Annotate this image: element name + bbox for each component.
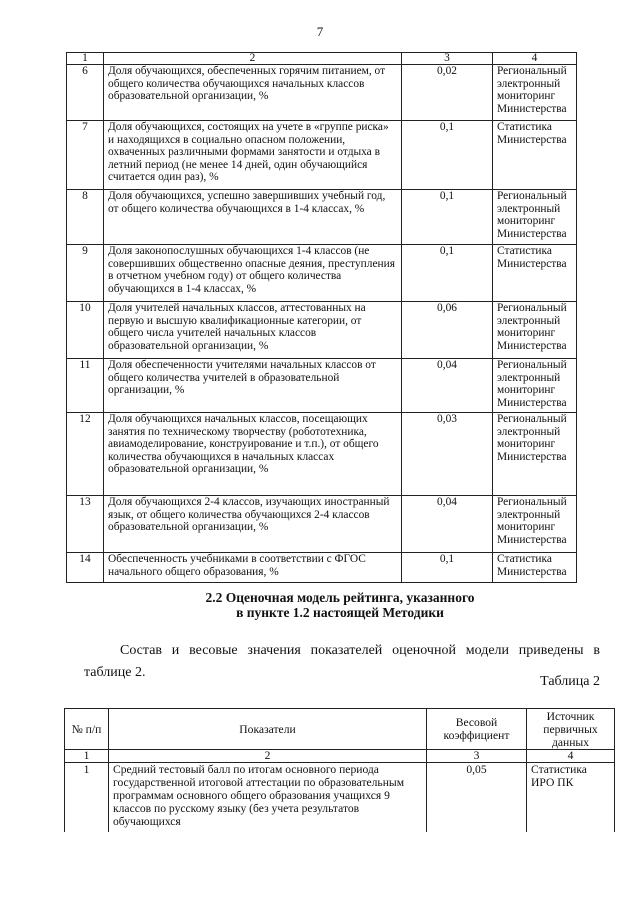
row-source: Региональный электронный мониторинг Министерства xyxy=(493,413,577,496)
table-row xyxy=(65,763,615,835)
intro-paragraph: Состав и весовые значения показателей оценочной модели приведены в таблице 2. xyxy=(84,643,600,680)
row-number: 11 xyxy=(67,359,104,413)
table-header-numbers xyxy=(67,53,577,65)
row-source: Статистика Министерства xyxy=(493,121,577,190)
header-source: Источник первичных данных xyxy=(527,709,615,750)
row-source: Региональный электронный мониторинг Министерства xyxy=(493,190,577,245)
column-number-3: 3 xyxy=(427,750,527,763)
row-source: Статистика Министерства xyxy=(493,553,577,583)
table-row xyxy=(67,65,577,121)
header-indicator: Показатели xyxy=(109,709,427,750)
page-number: 7 xyxy=(316,24,324,39)
table-row xyxy=(67,359,577,413)
column-number-4: 4 xyxy=(527,750,615,763)
row-source: Региональный электронный мониторинг Министерства xyxy=(493,496,577,553)
row-indicator: Доля обучающихся начальных классов, посещающих занятия по техническому творчеству (робототехника, авиамоделирование, конструирование и т.п.), от общего количества обучающихся в начальных классах образовательной организации, % xyxy=(104,413,402,496)
section-heading xyxy=(0,590,640,620)
table-header-numbers xyxy=(65,750,615,763)
table-row xyxy=(67,496,577,553)
table-row xyxy=(67,413,577,496)
table-row xyxy=(67,121,577,190)
row-source: Статистика Министерства xyxy=(493,245,577,302)
column-number-2: 2 xyxy=(104,53,402,65)
header-weight: Весовой коэффициент xyxy=(427,709,527,750)
row-indicator: Средний тестовый балл по итогам основного периода государственной итоговой аттестации по образовательным программам основного общего образования учащихся 9 классов по русскому языку (без учета результатов обучающихся xyxy=(109,763,427,835)
row-weight: 0,04 xyxy=(402,496,493,553)
row-number: 7 xyxy=(67,121,104,190)
row-number: 8 xyxy=(67,190,104,245)
row-weight: 0,05 xyxy=(427,763,527,835)
row-weight: 0,06 xyxy=(402,302,493,359)
header-number: № п/п xyxy=(65,709,109,750)
row-weight: 0,1 xyxy=(402,245,493,302)
row-indicator: Доля обеспеченности учителями начальных классов от общего количества учителей в образовательной организации, % xyxy=(104,359,402,413)
table-header xyxy=(65,709,615,750)
table-label: Таблица 2 xyxy=(540,674,600,689)
row-number: 6 xyxy=(67,65,104,121)
row-indicator: Доля обучающихся, обеспеченных горячим питанием, от общего количества обучающихся начальных классов образовательной организации, % xyxy=(104,65,402,121)
row-weight: 0,1 xyxy=(402,190,493,245)
row-indicator: Доля обучающихся, состоящих на учете в «группе риска» и находящихся в социально опасном положении, охваченных различными формами занятости и отдыха в летний период (не менее 14 дней, один обучающийся считается один раз), % xyxy=(104,121,402,190)
section-heading-line-1: 2.2 Оценочная модель рейтинга, указанного xyxy=(205,590,475,605)
row-indicator: Доля законопослушных обучающихся 1-4 классов (не совершивших общественно опасные деяния, преступления в отчетном учебном году) от общего количества обучающихся в 1-4 классах, % xyxy=(104,245,402,302)
table-row xyxy=(67,190,577,245)
table-row xyxy=(67,245,577,302)
row-number: 13 xyxy=(67,496,104,553)
row-weight: 0,1 xyxy=(402,553,493,583)
row-number: 1 xyxy=(65,763,109,835)
row-number: 10 xyxy=(67,302,104,359)
row-indicator: Обеспеченность учебниками в соответствии с ФГОС начального общего образования, % xyxy=(104,553,402,583)
row-source: Региональный электронный мониторинг Министерства xyxy=(493,359,577,413)
row-source: Статистика ИРО ПК xyxy=(527,763,615,835)
column-number-2: 2 xyxy=(109,750,427,763)
row-weight: 0,03 xyxy=(402,413,493,496)
column-number-1: 1 xyxy=(67,53,104,65)
row-weight: 0,1 xyxy=(402,121,493,190)
section-heading-line-2: в пункте 1.2 настоящей Методики xyxy=(236,605,444,620)
table-row xyxy=(67,302,577,359)
row-indicator: Доля учителей начальных классов, аттестованных на первую и высшую квалификационные категории, от общего числа учителей начальных классов образовательной организации, % xyxy=(104,302,402,359)
indicators-table-2 xyxy=(64,708,615,835)
row-number: 9 xyxy=(67,245,104,302)
row-indicator: Доля обучающихся, успешно завершивших учебный год, от общего количества обучающихся в 1-4 классах, % xyxy=(104,190,402,245)
row-number: 12 xyxy=(67,413,104,496)
row-source: Региональный электронный мониторинг Министерства xyxy=(493,302,577,359)
row-indicator: Доля обучающихся 2-4 классов, изучающих иностранный язык, от общего количества обучающихся 2-4 классов образовательной организации, % xyxy=(104,496,402,553)
page-bottom-margin xyxy=(0,832,640,905)
column-number-3: 3 xyxy=(402,53,493,65)
indicators-table-continued xyxy=(66,52,577,583)
column-number-4: 4 xyxy=(493,53,577,65)
row-weight: 0,04 xyxy=(402,359,493,413)
row-weight: 0,02 xyxy=(402,65,493,121)
row-number: 14 xyxy=(67,553,104,583)
table-row xyxy=(67,553,577,583)
column-number-1: 1 xyxy=(65,750,109,763)
row-source: Региональный электронный мониторинг Министерства xyxy=(493,65,577,121)
